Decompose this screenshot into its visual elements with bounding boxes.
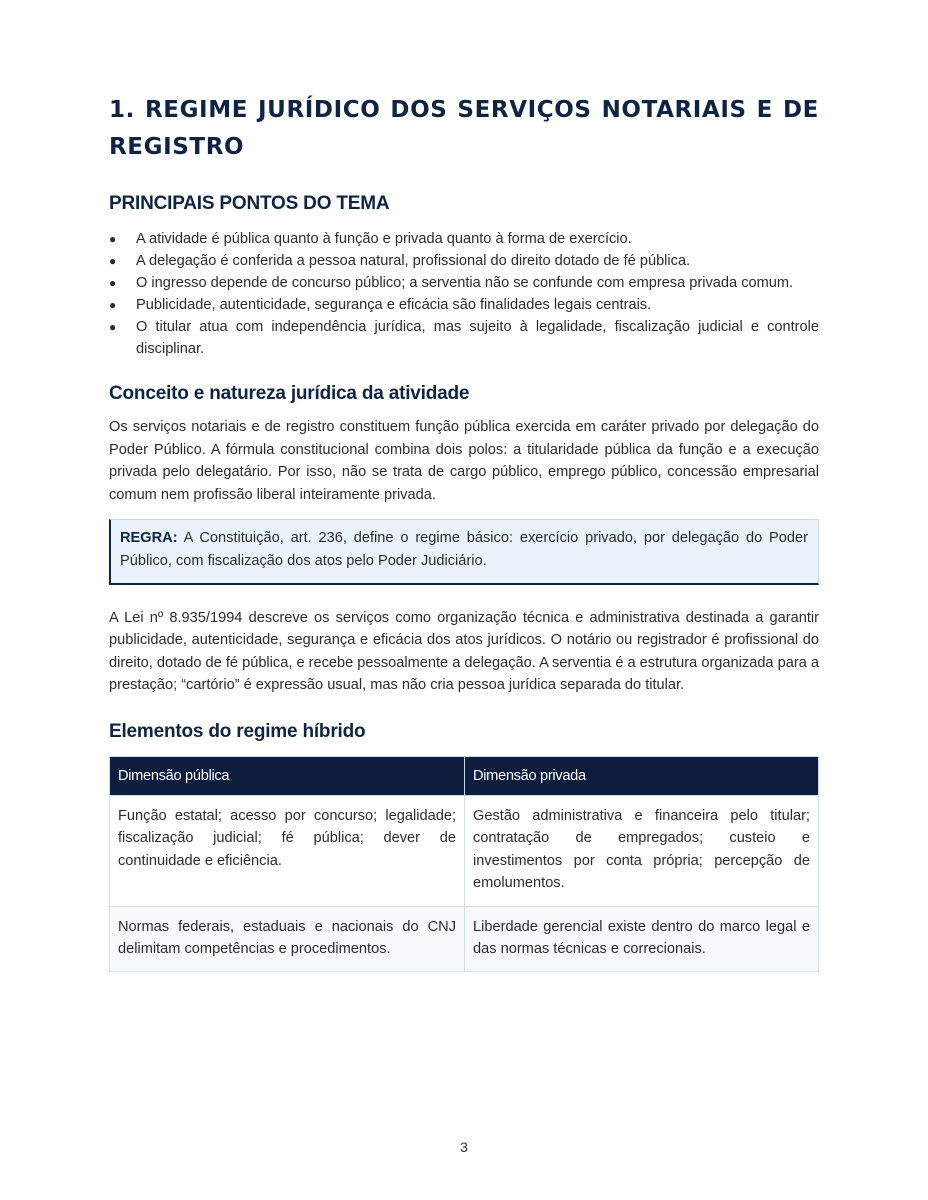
bullet-icon: ● <box>109 254 117 268</box>
lei-paragraph: A Lei nº 8.935/1994 descreve os serviços como organização técnica e administrativa destinada a garantir publicidade, autenticidade, segurança e eficácia dos atos jurídicos. O notário ou registrador é profissional do direito, dotado de fé pública, e recebe pessoalmente a delegação. A serventia é a estrutura organizada para a prestação; “cartório” é expressão usual, mas não cria pessoa jurídica separada do titular. <box>109 609 819 694</box>
list-item <box>109 316 819 360</box>
conceito-paragraph: Os serviços notariais e de registro constituem função pública exercida em caráter privado por delegação do Poder Público. A fórmula constitucional combina dois polos: a titularidade pública da função e a execução privada pelo delegatário. Por isso, não se trata de cargo público, emprego público, concessão empresarial comum nem profissão liberal inteiramente privada. <box>109 419 819 503</box>
elementos-heading: Elementos do regime híbrido <box>109 720 366 742</box>
list-item-text: O titular atua com independência jurídica, mas sujeito à legalidade, fiscalização judicial e controle disciplinar. <box>136 319 819 357</box>
table-row <box>110 795 819 906</box>
page-number: 3 <box>460 1139 468 1155</box>
table-header-row <box>110 756 819 795</box>
list-item <box>109 250 819 272</box>
principais-list <box>109 228 819 360</box>
list-item-text: A delegação é conferida a pessoa natural, profissional do direito dotado de fé pública. <box>136 253 691 269</box>
bullet-icon: ● <box>109 298 117 312</box>
rule-text: A Constituição, art. 236, define o regime básico: exercício privado, por delegação do Poder Público, com fiscalização dos atos pelo Poder Judiciário. <box>120 530 808 569</box>
rule-label: REGRA: <box>120 530 178 547</box>
bullet-icon: ● <box>109 232 117 246</box>
bullet-icon: ● <box>109 320 117 334</box>
list-item <box>109 272 819 294</box>
table-header-cell: Dimensão privada <box>465 756 819 795</box>
list-item-text: A atividade é pública quanto à função e privada quanto à forma de exercício. <box>136 231 632 247</box>
table-header-cell: Dimensão pública <box>110 756 465 795</box>
document-page <box>109 92 819 972</box>
table-cell: Função estatal; acesso por concurso; legalidade; fiscalização judicial; fé pública; dever de continuidade e eficiência. <box>110 795 465 906</box>
table-row <box>110 906 819 972</box>
list-item-text: Publicidade, autenticidade, segurança e eficácia são finalidades legais centrais. <box>136 297 652 313</box>
table-cell: Liberdade gerencial existe dentro do marco legal e das normas técnicas e correcionais. <box>465 906 819 972</box>
list-item <box>109 228 819 250</box>
rule-callout <box>109 519 819 584</box>
table-cell: Normas federais, estaduais e nacionais do CNJ delimitam competências e procedimentos. <box>110 906 465 972</box>
principais-heading: PRINCIPAIS PONTOS DO TEMA <box>109 193 390 214</box>
chapter-title: 1. REGIME JURÍDICO DOS SERVIÇOS NOTARIAIS E DE REGISTRO <box>109 97 819 160</box>
list-item <box>109 294 819 316</box>
conceito-heading: Conceito e natureza jurídica da atividade <box>109 383 470 404</box>
bullet-icon: ● <box>109 276 117 290</box>
list-item-text: O ingresso depende de concurso público; a serventia não se confunde com empresa privada comum. <box>136 275 794 291</box>
table-cell: Gestão administrativa e financeira pelo titular; contratação de empregados; custeio e investimentos por conta própria; percepção de emolumentos. <box>465 795 819 906</box>
hybrid-regime-table <box>109 756 819 972</box>
